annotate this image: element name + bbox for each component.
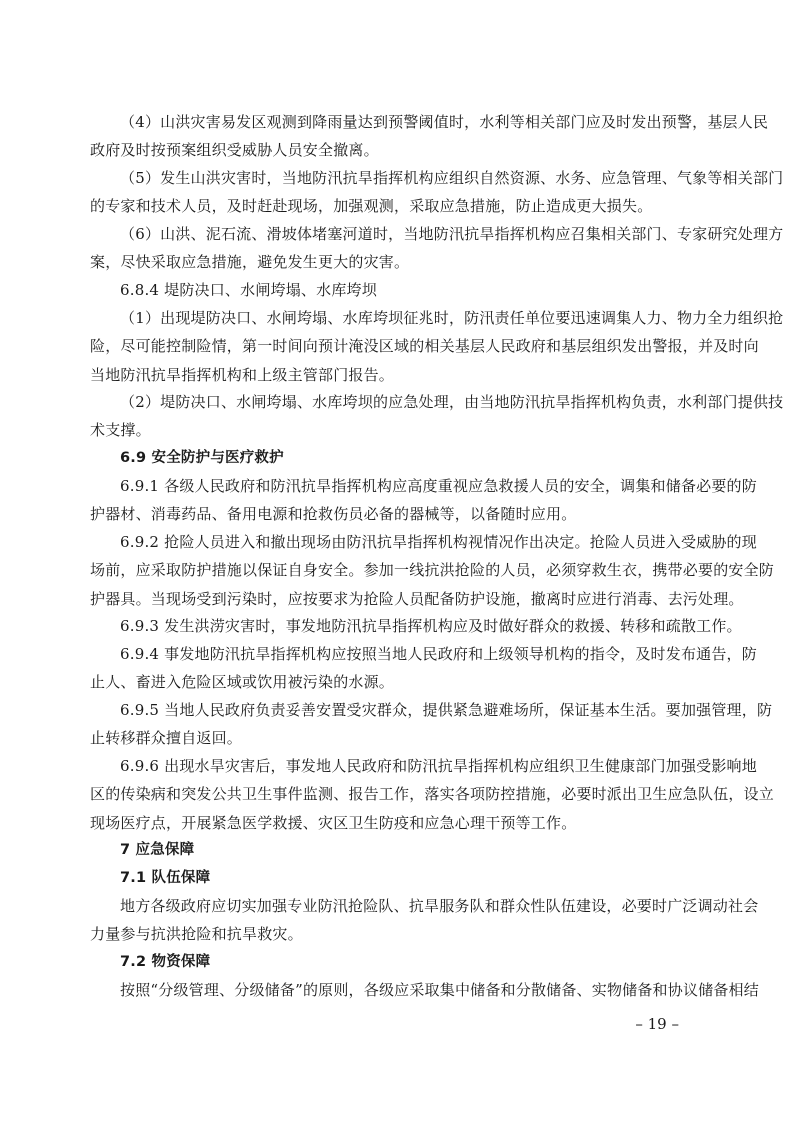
paragraph [120,276,710,304]
paragraph [90,108,769,165]
text-line: 止人、畜进入危险区域或饮用被污染的水源。 [90,673,395,692]
text-line: （2）堤防决口、水闸垮塌、水库垮坝的应急处理，由当地防汛抗旱指挥机构负责，水利部门提供技 [120,393,784,411]
page-number: – 19 – [635,1015,679,1033]
text-line: （4）山洪灾害易发区观测到降雨量达到预警阈值时，水利等相关部门应及时发出预警，基层人民 [120,113,769,131]
text-line: 6.9.4 事发地防汛抗旱指挥机构应按照当地人民政府和上级领导机构的指令，及时发布通告，防 [120,645,757,663]
paragraph [90,304,784,389]
text-line: 6.9.3 发生洪涝灾害时，事发地防汛抗旱指挥机构应及时做好群众的救援、转移和疏散工作。 [120,617,742,635]
paragraph [90,472,757,529]
text-line: 6.9.1 各级人民政府和防汛抗旱指挥机构应高度重视应急救援人员的安全，调集和储备必要的防 [120,477,757,495]
text-line: 区的传染病和突发公共卫生事件监测、报告工作，落实各项防控措施，必要时派出卫生应急队伍，设立 [90,785,775,804]
text-line: 按照“分级管理、分级储备”的原则，各级应采取集中储备和分散储备、实物储备和协议储备相结 [120,981,759,999]
paragraph [90,640,757,697]
text-line: 现场医疗点，开展紧急医学救援、灾区卫生防疫和应急心理干预等工作。 [90,813,577,832]
text-line: 6.9 安全防护与医疗救护 [120,450,284,466]
section-heading [120,444,710,472]
text-line: 7.1 队伍保障 [120,870,211,886]
text-line: 护器材、消毒药品、备用电源和抢救伤员必备的器械等，以备随时应用。 [90,505,577,524]
text-line: （6）山洪、泥石流、滑坡体堵塞河道时，当地防汛抗旱指挥机构应召集相关部门、专家研究处理方 [120,225,784,243]
text-line: 术支撑。 [90,421,151,440]
paragraph [90,892,759,949]
text-line: 7.2 物资保障 [120,954,211,970]
paragraph [120,612,742,640]
text-line: 地方各级政府应切实加强专业防汛抢险队、抗旱服务队和群众性队伍建设，必要时广泛调动社会 [120,897,759,915]
paragraph [90,696,773,753]
paragraph [90,528,775,613]
text-line: 的专家和技术人员，及时赶赴现场，加强观测，采取应急措施，防止造成更大损失。 [90,197,653,216]
paragraph [90,388,784,445]
text-line: 案，尽快采取应急措施，避免发生更大的灾害。 [90,253,410,272]
text-line: （1）出现堤防决口、水闸垮塌、水库垮坝征兆时，防汛责任单位要迅速调集人力、物力全力组织抢 [120,309,784,327]
text-line: 6.8.4 堤防决口、水闸垮塌、水库垮坝 [120,281,377,299]
text-line: 7 应急保障 [120,842,195,858]
section-heading [120,864,710,892]
text-line: 力量参与抗洪抢险和抗旱救灾。 [90,925,303,944]
paragraph [120,976,759,1004]
text-line: 6.9.6 出现水旱灾害后，事发地人民政府和防汛抗旱指挥机构应组织卫生健康部门加强受影响地 [120,757,757,775]
text-line: 当地防汛抗旱指挥机构和上级主管部门报告。 [90,365,395,384]
text-line: 政府及时按预案组织受威胁人员安全撤离。 [90,141,379,160]
paragraph [90,164,784,221]
text-line: 止转移群众擅自返回。 [90,729,243,748]
text-line: 6.9.2 抢险人员进入和撤出现场由防汛抗旱指挥机构视情况作出决定。抢险人员进入受威胁的现 [120,533,757,551]
text-line: （5）发生山洪灾害时，当地防汛抗旱指挥机构应组织自然资源、水务、应急管理、气象等相关部门 [120,169,784,187]
paragraph [90,220,784,277]
section-heading [120,948,710,976]
text-line: 险，尽可能控制险情，第一时间向预计淹没区域的相关基层人民政府和基层组织发出警报，并及时向 [90,337,759,356]
paragraph [90,752,775,837]
text-line: 护器具。当现场受到污染时，应按要求为抢险人员配备防护设施，撤离时应进行消毒、去污处理。 [90,589,744,608]
text-line: 6.9.5 当地人民政府负责妥善安置受灾群众，提供紧急避难场所，保证基本生活。要加强管理，防 [120,701,773,719]
section-heading [120,836,710,864]
text-line: 场前，应采取防护措施以保证自身安全。参加一线抗洪抢险的人员，必须穿救生衣，携带必要的安全防 [90,561,775,580]
